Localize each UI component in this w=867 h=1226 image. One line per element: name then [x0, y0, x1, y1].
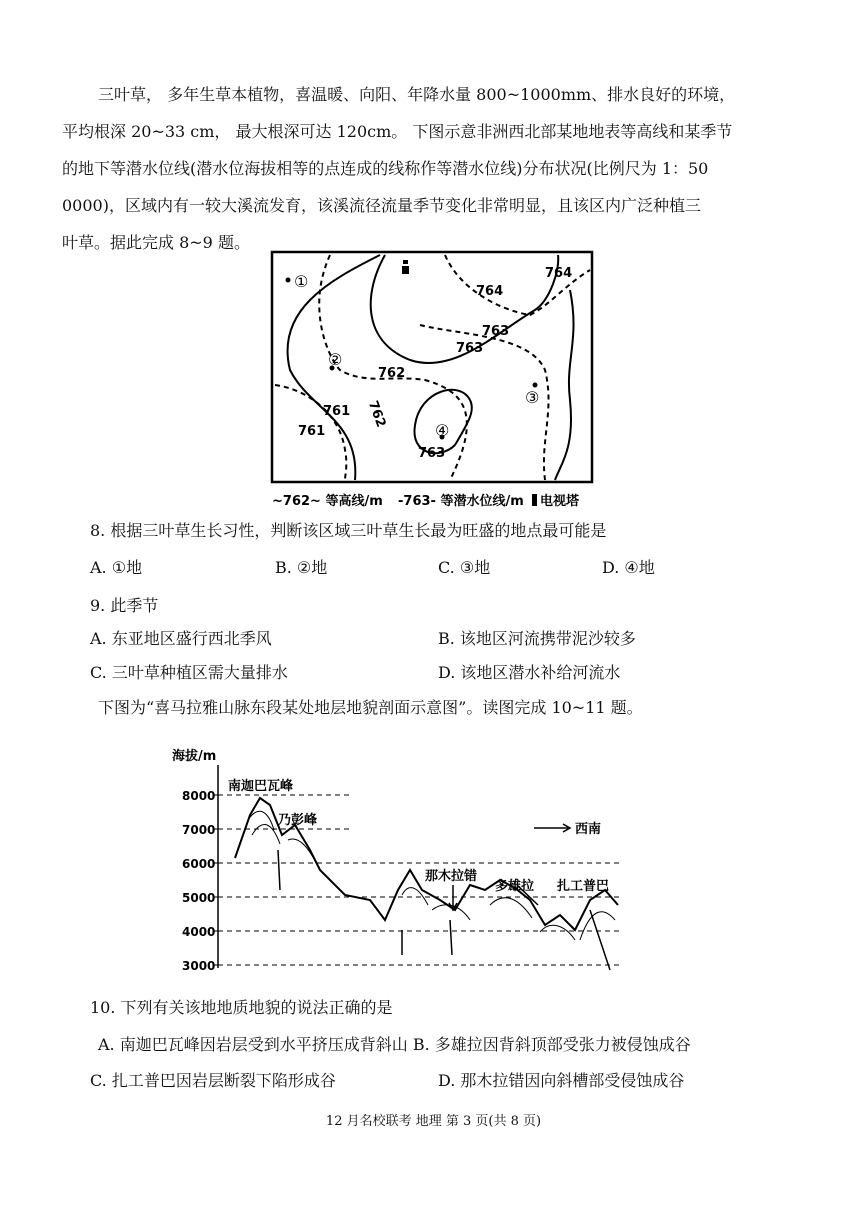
label-763c: 763: [418, 446, 446, 461]
page-footer: 12 月名校联考 地理 第 3 页(共 8 页): [325, 1114, 542, 1129]
intro-2: 下图为“喜马拉雅山脉东段某处地层地貌剖面示意图”。读图完成 10~11 题。: [98, 698, 643, 717]
point-4: ④: [435, 421, 450, 440]
y-tick-label: 5000: [182, 891, 216, 905]
q8-option-a[interactable]: A. ①地: [90, 558, 143, 577]
question-8-stem: 8. 根据三叶草生长习性，判断该区域三叶草生长最为旺盛的地点最可能是: [90, 521, 607, 540]
cross-section-diagram: [170, 740, 630, 975]
question-10-stem: 10. 下列有关该地地质地貌的说法正确的是: [90, 998, 393, 1017]
point-1: ①: [294, 272, 309, 291]
q8-option-b[interactable]: B. ②地: [275, 558, 328, 577]
intro-paragraph: [62, 76, 808, 261]
y-ticks: [182, 789, 218, 973]
label-duoxiongla: 多雄拉: [495, 879, 535, 894]
label-762b: 762: [364, 398, 389, 430]
intro-line-2: 平均根深 20~33 cm， 最大根深可达 120cm。 下图示意非洲西北部某地地表等高线和某季节: [62, 122, 733, 141]
q9-option-d[interactable]: D. 该地区潜水补给河流水: [438, 663, 621, 682]
intro-line-1: 三叶草， 多年生草本植物，喜温暖、向阳、年降水量 800~1000mm、排水良好的环境，: [98, 85, 736, 104]
intro-line-3: 的地下等潜水位线(潜水位海拔相等的点连成的线称作等潜水位线)分布状况(比例尺为 1：50: [62, 159, 709, 178]
q10-option-ab[interactable]: A. 南迦巴瓦峰因岩层受到水平挤压成背斜山 B. 多雄拉因背斜顶部受张力被侵蚀成谷: [98, 1035, 691, 1054]
label-763a: 763: [482, 324, 510, 339]
label-direction: 西南: [575, 822, 602, 837]
y-axis-label: 海拔/m: [172, 749, 217, 764]
q8-option-d[interactable]: D. ④地: [602, 558, 655, 577]
legend-tower: 电视塔: [540, 494, 580, 509]
intro-line-5: 叶草。据此完成 8~9 题。: [62, 233, 250, 252]
label-namla: 那木拉错: [425, 869, 478, 884]
label-zhagongpuba: 扎工普巴: [557, 879, 610, 894]
label-761a: 761: [323, 404, 351, 419]
label-764a: 764: [545, 266, 573, 281]
question-9-stem: 9. 此季节: [90, 596, 159, 615]
q9-option-c[interactable]: C. 三叶草种植区需大量排水: [90, 663, 288, 682]
legend-contour: ~762~ 等高线/m: [272, 494, 383, 509]
label-762a: 762: [378, 366, 406, 381]
y-tick-label: 3000: [182, 959, 216, 973]
label-naipeng: 乃彭峰: [278, 813, 318, 828]
point-2: ②: [328, 350, 343, 369]
y-tick-label: 7000: [182, 823, 216, 837]
label-764b: 764: [476, 284, 504, 299]
contour-map: [270, 250, 595, 515]
label-namjagbarwa: 南迦巴瓦峰: [228, 779, 294, 794]
q10-option-d[interactable]: D. 那木拉错因向斜槽部受侵蚀成谷: [438, 1071, 685, 1090]
tv-tower-icon: [402, 260, 409, 274]
y-tick-label: 8000: [182, 789, 216, 803]
q10-option-c[interactable]: C. 扎工普巴因岩层断裂下陷形成谷: [90, 1071, 336, 1090]
label-761b: 761: [298, 424, 326, 439]
q9-option-a[interactable]: A. 东亚地区盛行西北季风: [90, 629, 272, 648]
legend-tower-icon: [532, 494, 537, 506]
q9-option-b[interactable]: B. 该地区河流携带泥沙较多: [438, 629, 636, 648]
q8-option-c[interactable]: C. ③地: [438, 558, 491, 577]
point-3: ③: [525, 388, 540, 407]
y-tick-label: 6000: [182, 857, 216, 871]
y-tick-label: 4000: [182, 925, 216, 939]
legend-water: -763- 等潜水位线/m: [398, 494, 524, 509]
label-763b: 763: [456, 341, 484, 356]
intro-line-4: 0000)，区域内有一较大溪流发育，该溪流径流量季节变化非常明显，且该区内广泛种植三: [62, 196, 701, 215]
